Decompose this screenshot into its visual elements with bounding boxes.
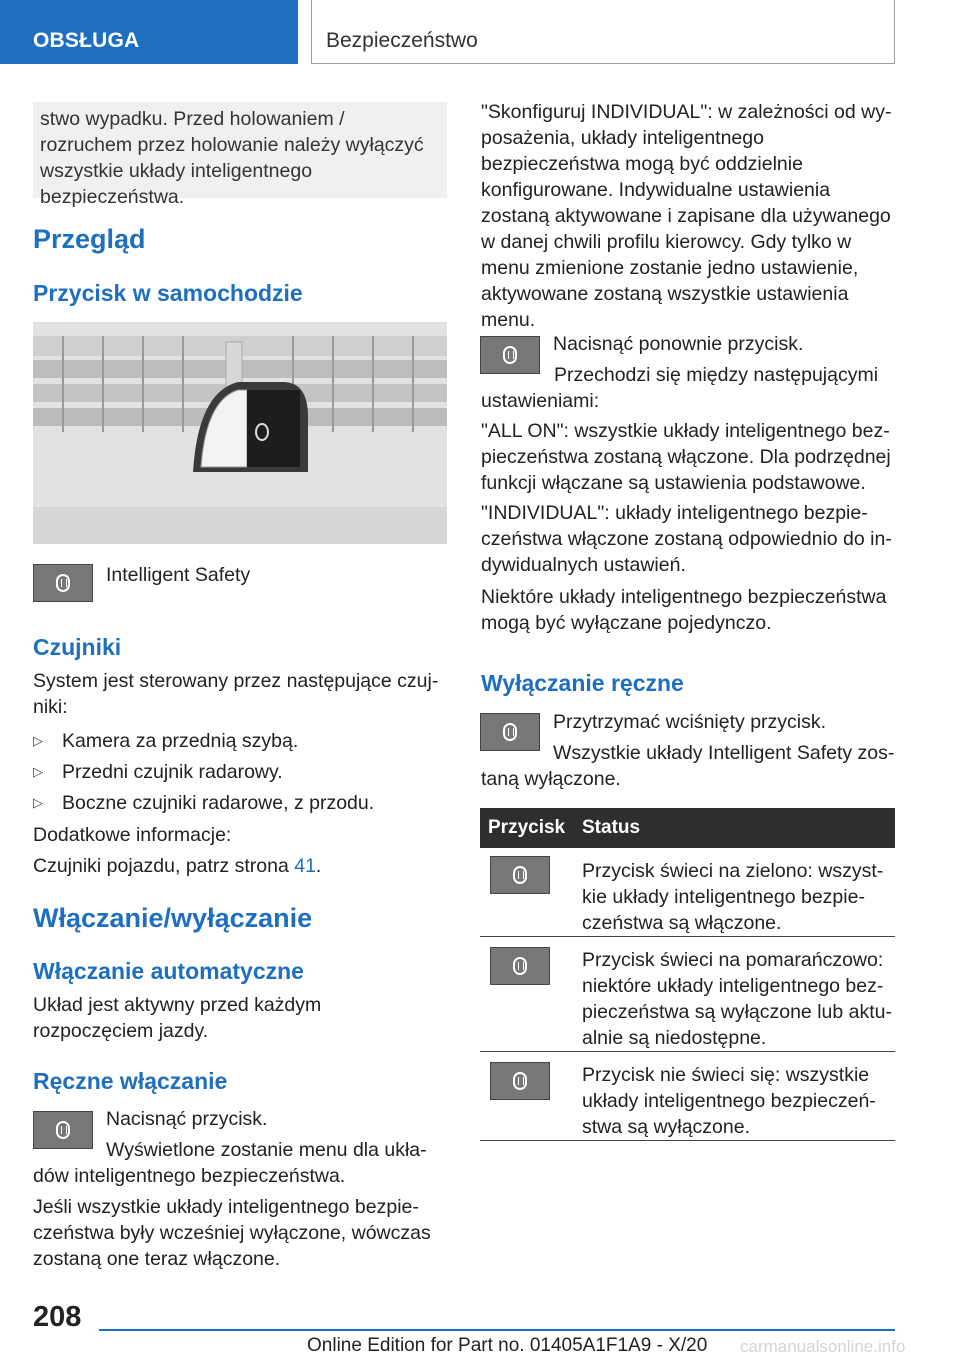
notice-text: stwo wypadku. Przed holowaniem / rozruchem przez holowanie należy wyłączyć wszystkie układy inteligentnego bezpieczeństwa. (40, 108, 424, 208)
button-caption: Intelligent Safety (106, 564, 251, 586)
manual-on-result: Wyświetlone zostanie menu dla układów inteligentnego bezpieczeństwa. (33, 1139, 427, 1187)
section-tab (0, 0, 298, 64)
hold-result: Wszystkie układy Intelligent Safety zostaną wyłączone. (481, 742, 895, 790)
footer-divider (99, 1329, 895, 1331)
switches-between-text: Przechodzi się między następującymi ustawieniami: (481, 364, 879, 412)
table-row (480, 1052, 895, 1141)
chapter-title: Bezpieczeństwo (326, 29, 478, 52)
col-status-header: Status (582, 817, 641, 838)
status-text: Przycisk świeci na zielono: wszystkie układy inteligentnego bezpieczeństwa są włączone. (582, 860, 884, 934)
watermark: carmanualsonline.info (740, 1337, 906, 1356)
press-again-step: Nacisnąć ponownie przycisk. (553, 333, 804, 355)
heading-manual-on: Ręczne włączanie (33, 1068, 228, 1094)
all-on-text: "ALL ON": wszystkie układy inteligentnego bezpieczeństwa zostaną włączone. Dla podrzędnej funkcji włączane są ustawienia podstawowe. (481, 420, 891, 494)
hold-step: Przytrzymać wciśnięty przycisk. (553, 711, 827, 733)
status-text: Przycisk świeci na pomarańczowo: niektóre układy inteligentnego bezpieczeństwa są wyłączone lub aktualnie są niedostępne. (582, 949, 892, 1049)
page-number: 208 (33, 1301, 82, 1333)
status-table-header (480, 808, 895, 848)
page-link[interactable]: 41 (294, 855, 316, 877)
table-row (480, 848, 895, 937)
heading-auto-on: Włączanie automatyczne (33, 958, 304, 984)
heading-button-in-car: Przycisk w samochodzie (33, 280, 303, 306)
button-orange-icon (490, 947, 550, 985)
edition-text: Online Edition for Part no. 01405A1F1A9 - X/20 (307, 1335, 708, 1356)
notice-box (33, 102, 447, 208)
heading-sensors: Czujniki (33, 634, 122, 660)
button-green-icon (490, 856, 550, 894)
auto-on-text: Układ jest aktywny przed każdym rozpoczęciem jazdy. (33, 994, 322, 1042)
individual-config-text: "Skonfiguruj INDIVIDUAL": w zależności od wyposażenia, układy inteligentnego bezpieczeństwa mogą być oddzielnie konfigurowane. Indywidualne ustawienia zostaną aktywowane i zapisane dla używanego w danej chwili profilu kierowcy. Gdy tylko w menu zmienione zostanie jedno ustawienie, aktywowane zostaną wszystkie ustawienia menu. (481, 101, 892, 331)
heading-manual-off: Wyłączanie ręczne (481, 670, 684, 696)
col-button-header: Przycisk (488, 817, 566, 838)
manual-on-note: Jeśli wszystkie układy inteligentnego bezpieczeństwa były wcześniej wyłączone, wówczas zostaną one teraz włączone. (33, 1196, 431, 1270)
bullet-triangle-icon: ▷ (33, 795, 43, 810)
intelligent-safety-button-icon (33, 564, 93, 602)
individual-text: "INDIVIDUAL": układy inteligentnego bezpieczeństwa włączone zostaną odpowiednio do indywidualnych ustawień. (481, 502, 892, 576)
bullet-triangle-icon: ▷ (33, 733, 43, 748)
some-off-text: Niektóre układy inteligentnego bezpieczeństwa mogą być wyłączane pojedynczo. (481, 586, 887, 634)
bullet-triangle-icon: ▷ (33, 764, 43, 779)
status-text: Przycisk nie świeci się: wszystkie układy inteligentnego bezpieczeństwa są wyłączone. (582, 1064, 876, 1138)
manual-on-step: Nacisnąć przycisk. (106, 1108, 268, 1130)
chapter-title-box (311, 0, 895, 64)
heading-overview: Przegląd (33, 224, 146, 254)
sensors-reference: Czujniki pojazdu, patrz strona 41. (33, 855, 322, 877)
more-info-label: Dodatkowe informacje: (33, 824, 232, 846)
button-off-icon (490, 1062, 550, 1100)
section-label: OBSŁUGA (33, 29, 140, 52)
heading-on-off: Włączanie/wyłączanie (33, 903, 313, 933)
car-button-photo (33, 322, 447, 544)
table-row (480, 937, 895, 1052)
sensors-intro: System jest sterowany przez następujące czujniki: (33, 670, 439, 718)
